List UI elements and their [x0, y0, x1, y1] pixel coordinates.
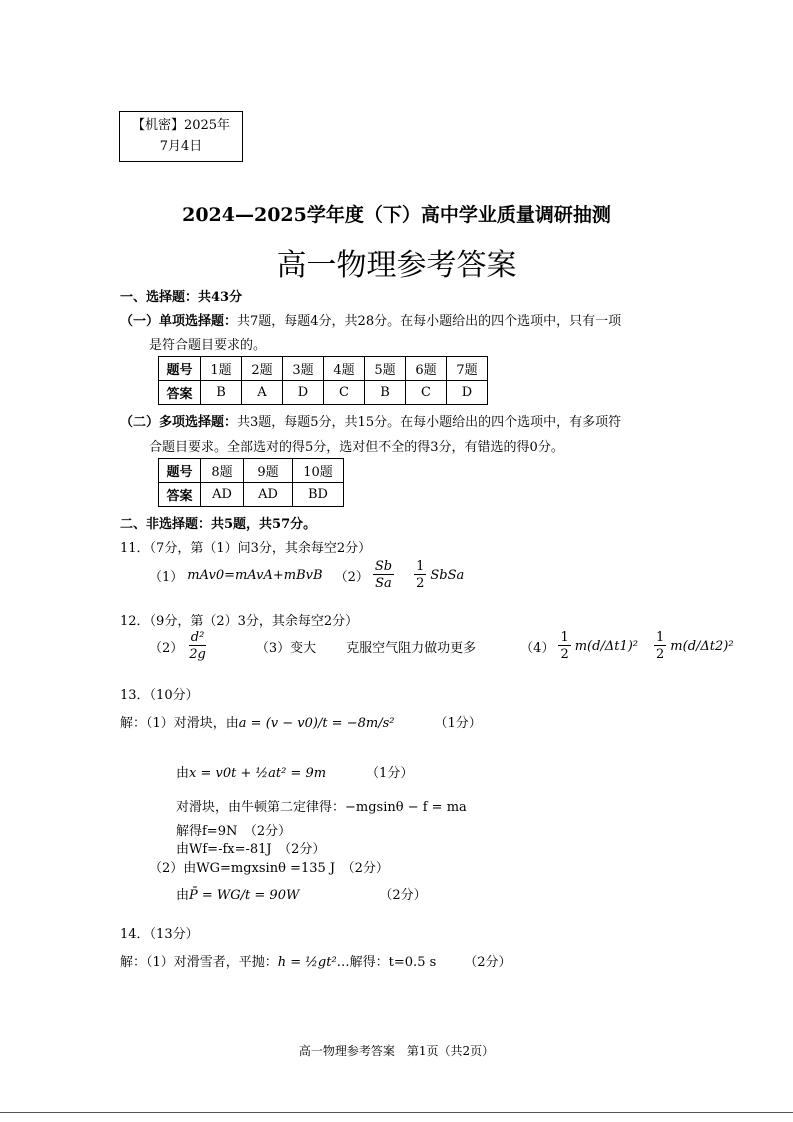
q13-heading: 13．（10分）	[120, 688, 199, 703]
q12-a3: （3）变大	[255, 640, 317, 656]
part1-desc2: 是符合题目要求的。	[149, 338, 267, 353]
q11-a1-equation: mAv0=mAvA+mBvB	[187, 567, 323, 583]
q12-a3-reason: 克服空气阻力做功更多	[346, 640, 477, 656]
q12-a2-numerator: d²	[190, 630, 205, 645]
q12-a4-half-1	[558, 631, 570, 661]
q13-l1-score: （1分）	[434, 716, 482, 731]
question-cell: 3题	[283, 357, 324, 381]
q13-line4: 解得f=9N （2分）	[176, 824, 292, 839]
half-den: 2	[656, 647, 665, 662]
q11-heading: 11．（7分，第（1）问3分，其余每空2分）	[120, 541, 372, 556]
q13-l7-equation: P̄ = WG/t = 90W	[189, 888, 300, 903]
answer-cell: AD	[244, 483, 293, 507]
question-cell: 5题	[365, 357, 406, 381]
q13-l7-prefix: 由	[176, 888, 190, 903]
part2-desc1: 共3题，每题5分，共15分。在每小题给出的四个选项中，有多项符	[237, 415, 622, 430]
q13-l1-prefix: 解：（1）对滑块，由	[120, 716, 239, 731]
q12-a4-label: （4）	[520, 640, 555, 656]
part1-desc-line1	[120, 310, 621, 329]
single-choice-answer-table	[158, 356, 488, 405]
part1-head: （一）单项选择题：	[120, 314, 238, 329]
q11-a3-coef-den: 2	[416, 576, 425, 591]
q13-line5: 由Wf=-fx=-81J （2分）	[176, 842, 326, 857]
question-cell: 2题	[242, 357, 283, 381]
part2-head: （二）多项选择题：	[120, 415, 238, 430]
question-cell: 1题	[201, 357, 242, 381]
answer-cell: AD	[201, 483, 244, 507]
q12-a4-half-2	[654, 631, 666, 661]
q14-l1-prefix: 解：（1）对滑雪者，平抛：	[120, 955, 278, 970]
question-cell: 4题	[324, 357, 365, 381]
part1-desc1: 共7题，每题4分，共28分。在每小题给出的四个选项中，只有一项	[237, 314, 622, 329]
answer-cell: D	[283, 381, 324, 405]
q12-a4-expr-2: m(d/Δt2)²	[670, 638, 734, 654]
answer-cell: BD	[293, 483, 344, 507]
answer-cell: C	[406, 381, 447, 405]
q13-line3: 对滑块，由牛顿第二定律得：−mgsinθ − f = ma	[176, 800, 467, 815]
half-num: 1	[560, 630, 569, 645]
question-cell: 9题	[244, 459, 293, 483]
q13-l2-score: （1分）	[366, 766, 414, 781]
stamp-line-2: 7月4日	[159, 139, 203, 154]
q11-a2-label: （2）	[334, 569, 369, 585]
question-cell: 7题	[447, 357, 488, 381]
q12-a4-expr-1: m(d/Δt1)²	[574, 638, 639, 654]
q14-l1-equation: h = ½gt²	[277, 955, 337, 970]
half-num: 1	[656, 630, 665, 645]
page-footer: 高一物理参考答案 第1页（共2页）	[298, 1044, 495, 1058]
bottom-divider	[0, 1112, 793, 1113]
table-row-answers	[159, 483, 344, 507]
answer-cell: A	[242, 381, 283, 405]
q11-a1-label: （1）	[149, 569, 184, 585]
q12-a2-fraction	[187, 631, 208, 661]
q11-a3-rest: SbSa	[430, 567, 465, 583]
q12-a2-denominator: 2g	[189, 647, 206, 662]
q11-a2-fraction	[373, 560, 394, 590]
multi-choice-answer-table	[158, 458, 344, 507]
question-cell: 10题	[293, 459, 344, 483]
exam-subtitle: 2024—2025学年度（下）高中学业质量调研抽测	[182, 204, 611, 226]
table-row-questions	[159, 357, 488, 381]
q11-a3-coef-num: 1	[416, 559, 425, 574]
table-row-questions	[159, 459, 344, 483]
q11-a3-coef	[414, 560, 426, 590]
part2-desc2: 合题目要求。全部选对的得5分，选对但不全的得3分，有错选的得0分。	[149, 440, 564, 455]
q14-l1-rest: …解得：t=0.5 s	[336, 955, 437, 970]
answer-cell: D	[447, 381, 488, 405]
q14-heading: 14．（13分）	[120, 927, 199, 942]
answer-cell: B	[201, 381, 242, 405]
q13-l1-equation: a = (v − v0)/t = −8m/s²	[238, 716, 395, 731]
q13-line1	[120, 712, 482, 731]
row-header-question: 题号	[159, 357, 201, 381]
q12-heading: 12．（9分，第（2）3分，其余每空2分）	[120, 614, 359, 629]
q11-a2-denominator: Sa	[375, 576, 392, 591]
table-row-answers	[159, 381, 488, 405]
q13-l2-prefix: 由	[176, 766, 190, 781]
q13-line2	[176, 762, 413, 781]
q12-a2-label: （2）	[149, 640, 184, 656]
q11-a2-numerator: Sb	[374, 559, 393, 574]
page-title: 高一物理参考答案	[276, 248, 517, 283]
question-cell: 6题	[406, 357, 447, 381]
half-den: 2	[560, 647, 569, 662]
confidential-stamp	[119, 111, 243, 162]
section2-heading: 二、非选择题：共5题，共57分。	[120, 517, 317, 532]
question-cell: 8题	[201, 459, 244, 483]
part2-desc-line1	[120, 411, 621, 430]
q14-line1	[120, 951, 512, 970]
q14-l1-score: （2分）	[464, 955, 512, 970]
q13-line7	[176, 884, 427, 903]
stamp-line-1: 【机密】2025年	[131, 118, 231, 133]
row-header-answer: 答案	[159, 483, 201, 507]
answer-cell: C	[324, 381, 365, 405]
q11-answers	[149, 560, 464, 590]
q13-l2-equation: x = v0t + ½at² = 9m	[189, 766, 327, 781]
q13-l7-score: （2分）	[379, 888, 427, 903]
answer-cell: B	[365, 381, 406, 405]
row-header-answer: 答案	[159, 381, 201, 405]
q13-line6: （2）由WG=mgxsinθ =135 J （2分）	[149, 861, 389, 876]
row-header-question: 题号	[159, 459, 201, 483]
section1-heading: 一、选择题：共43分	[120, 290, 243, 305]
q12-answers	[149, 631, 734, 661]
